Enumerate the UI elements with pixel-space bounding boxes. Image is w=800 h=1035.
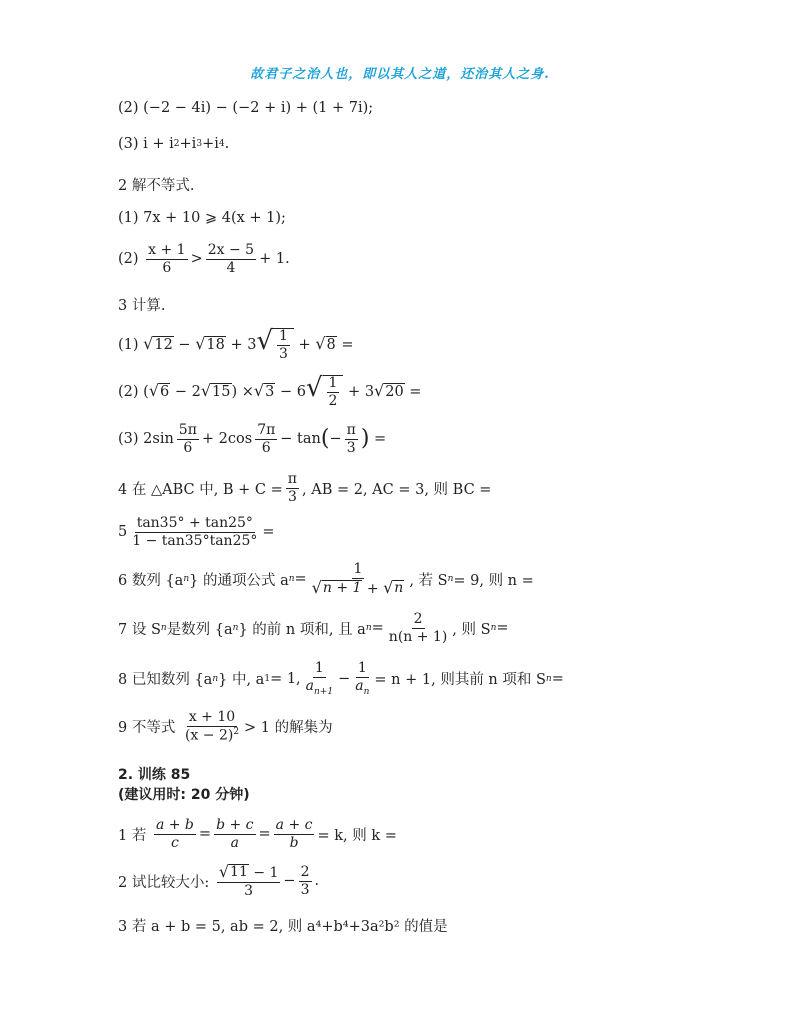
fraction: $\frac{x + 1}{6}$ <box>148 242 186 276</box>
problem-3-3: (3) 2sin $\frac{5\pi}{6}$ + 2cos $\frac{7\pi}{6}$ − tan ( − $\frac{\pi}{3}$ ) = <box>118 422 387 456</box>
problem-5: 5 $\frac{\tan 35^\circ + \tan 25^\circ}{1 - \tan 35^\circ\tan 25^\circ}$ = <box>118 515 275 549</box>
section-title: 2. 训练 85 <box>118 767 191 783</box>
problem-3-2: (2) ( √ 6 − 2 √ 15 ) × √ 3 − 6 √ $\frac{1}{2}$ + 3 √ 20 = <box>118 373 422 409</box>
training-3: 3 若 a + b = 5, ab = 2, 则 a⁴+b⁴+3a²b² 的值是 <box>118 919 448 935</box>
problem-2-title: 2 解不等式. <box>118 178 195 194</box>
problem-1-2: (2) (−2 − 4i) − (−2 + i) + (1 + 7i); <box>118 100 374 116</box>
problem-9: 9 不等式 $\frac{x + 10}{(x - 2)^2}$ > 1 的解集为 <box>118 709 333 744</box>
page-header-quote: 故君子之治人也，即以其人之道，还治其人之身. <box>250 67 550 82</box>
problem-6: 6 数列 {a n } 的通项公式 a n = 1 √ n + 1 + √ n , 若 S n = 9, 则 n = <box>118 561 534 597</box>
problem-7: 7 设 S n 是数列 {a n } 的前 n 项和, 且 a n = $\frac{2}{n(n + 1)}$ , 则 S n = <box>118 611 509 645</box>
problem-1-3: (3) i + i 2 +i 3 +i 4 . <box>118 136 230 152</box>
problem-3-title: 3 计算. <box>118 298 166 314</box>
problem-4: 4 在 △ABC 中, B + C = $\frac{\pi}{3}$ , AB = 2, AC = 3, 则 BC = <box>118 471 492 505</box>
problem-3-1: (1) √ 12 − √ 18 + 3 √ $\frac{1}{3}$ + √ 8 = <box>118 326 354 362</box>
section-subtitle: (建议用时: 20 分钟) <box>118 787 250 803</box>
training-1: 1 若 $\frac{a + b}{c}$ = $\frac{b + c}{a}$ = $\frac{a + c}{b}$ = k, 则 k = <box>118 817 397 851</box>
problem-2-2: (2) $\frac{x + 1}{6}$ > $\frac{2x - 5}{4}$ + 1. <box>118 242 290 276</box>
training-2: 2 试比较大小: √ 11 − 1 3 − $\frac{2}{3}$ . <box>118 862 320 899</box>
problem-2-1: (1) 7x + 10 ⩾ 4(x + 1); <box>118 210 286 226</box>
fraction: $\frac{2x - 5}{4}$ <box>207 242 255 276</box>
problem-8: 8 已知数列 {a n } 中, a 1 = 1, $\frac{1}{a_{n+1}}$ − $\frac{1}{a_n}$ = n + 1, 则其前 n 项和 S n = <box>118 660 564 697</box>
